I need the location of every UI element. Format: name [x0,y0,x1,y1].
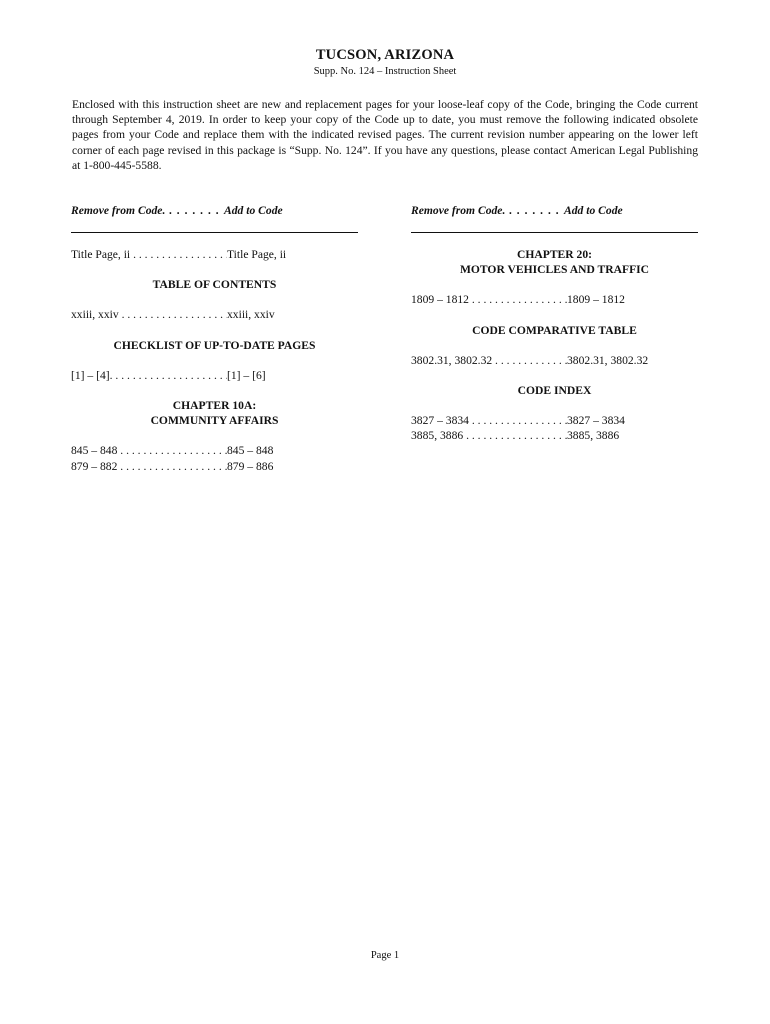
checklist-heading: CHECKLIST OF UP-TO-DATE PAGES [113,338,316,352]
dot-leader [463,429,567,442]
dot-leader [117,444,227,457]
chapter10a-heading [71,398,358,428]
chapter10a-heading-line2: COMMUNITY AFFAIRS [150,414,279,428]
comparative-table-heading: CODE COMPARATIVE TABLE [472,323,637,337]
dot-leader [469,293,567,306]
add-value: 3802.31, 3802.32 [567,353,649,367]
dot-leader [117,460,227,473]
chapter20-heading-line1: CHAPTER 20: [516,248,593,261]
entry-chapter10a-1 [71,443,358,458]
add-value: 1809 – 1812 [567,293,625,307]
chapter10a-heading-line1: CHAPTER 10A: [172,398,257,412]
page-subtitle: Supp. No. 124 – Instruction Sheet [313,66,457,77]
entry-comparative [411,353,698,368]
add-value: xxiii, xxiv [227,308,275,322]
header-dots: . . . . . . . [509,204,561,217]
remove-value: 3827 – 3834 [411,414,469,428]
entry-chapter10a-2 [71,459,358,474]
column-rule [71,232,358,233]
code-index-heading: CODE INDEX [517,383,592,397]
chapter20-heading-line2: MOTOR VEHICLES AND TRAFFIC [459,263,650,277]
column-rule [411,232,698,233]
remove-value: Title Page, ii [71,248,131,261]
add-value: 845 – 848 [227,444,274,458]
dot-leader [130,248,227,261]
dot-leader [492,354,567,367]
entry-toc [71,307,358,322]
entry-index-2 [411,428,698,443]
dot-leader [113,369,227,382]
page-title: TUCSON, ARIZONA [315,47,455,63]
remove-header: Remove from Code. [411,204,506,217]
dot-leader [469,414,567,427]
add-value: Title Page, ii [227,248,287,261]
remove-value: xxiii, xxiv [71,308,119,322]
add-value: [1] – [6] [227,368,266,382]
remove-value: 3802.31, 3802.32 [411,353,493,367]
page-number: Page 1 [370,950,400,961]
entry-chapter20 [411,292,698,307]
dot-leader [119,308,227,321]
column-header [411,203,698,219]
entry-index-1 [411,413,698,428]
add-value: 879 – 886 [227,459,274,473]
left-column [71,203,358,474]
column-header [71,203,358,219]
entry-checklist [71,368,358,383]
toc-heading: TABLE OF CONTENTS [152,278,277,292]
remove-value: 879 – 882 [71,459,118,473]
entry-title-page [71,247,358,262]
add-value: 3827 – 3834 [567,414,625,428]
remove-value: 1809 – 1812 [411,293,469,307]
remove-value: 3885, 3886 [411,429,464,443]
remove-value: 845 – 848 [71,444,118,458]
header-dots: . . . . . . . [169,204,221,217]
intro-paragraph: Enclosed with this instruction sheet are new and replacement pages for your loose-leaf copy of the Code, bringing the Code current through September 4, 2019. In order to keep your copy of the Code up to date, you must remove the following indicated obsolete pages from your Code and replace them with the indicated revised pages. The current revision number appearing on the lower left corner of each page revised in this package is “Supp. No. 124”. If you have any questions, please contact American Legal Publishing at 1-800-445-5588. [72,98,698,172]
add-header: Add to Code [564,204,623,217]
remove-header: Remove from Code. [71,204,166,217]
chapter20-heading [411,247,698,277]
right-column [411,203,698,444]
add-value: 3885, 3886 [567,429,620,443]
add-header: Add to Code [224,204,283,217]
remove-value: [1] – [4]. [71,368,113,382]
